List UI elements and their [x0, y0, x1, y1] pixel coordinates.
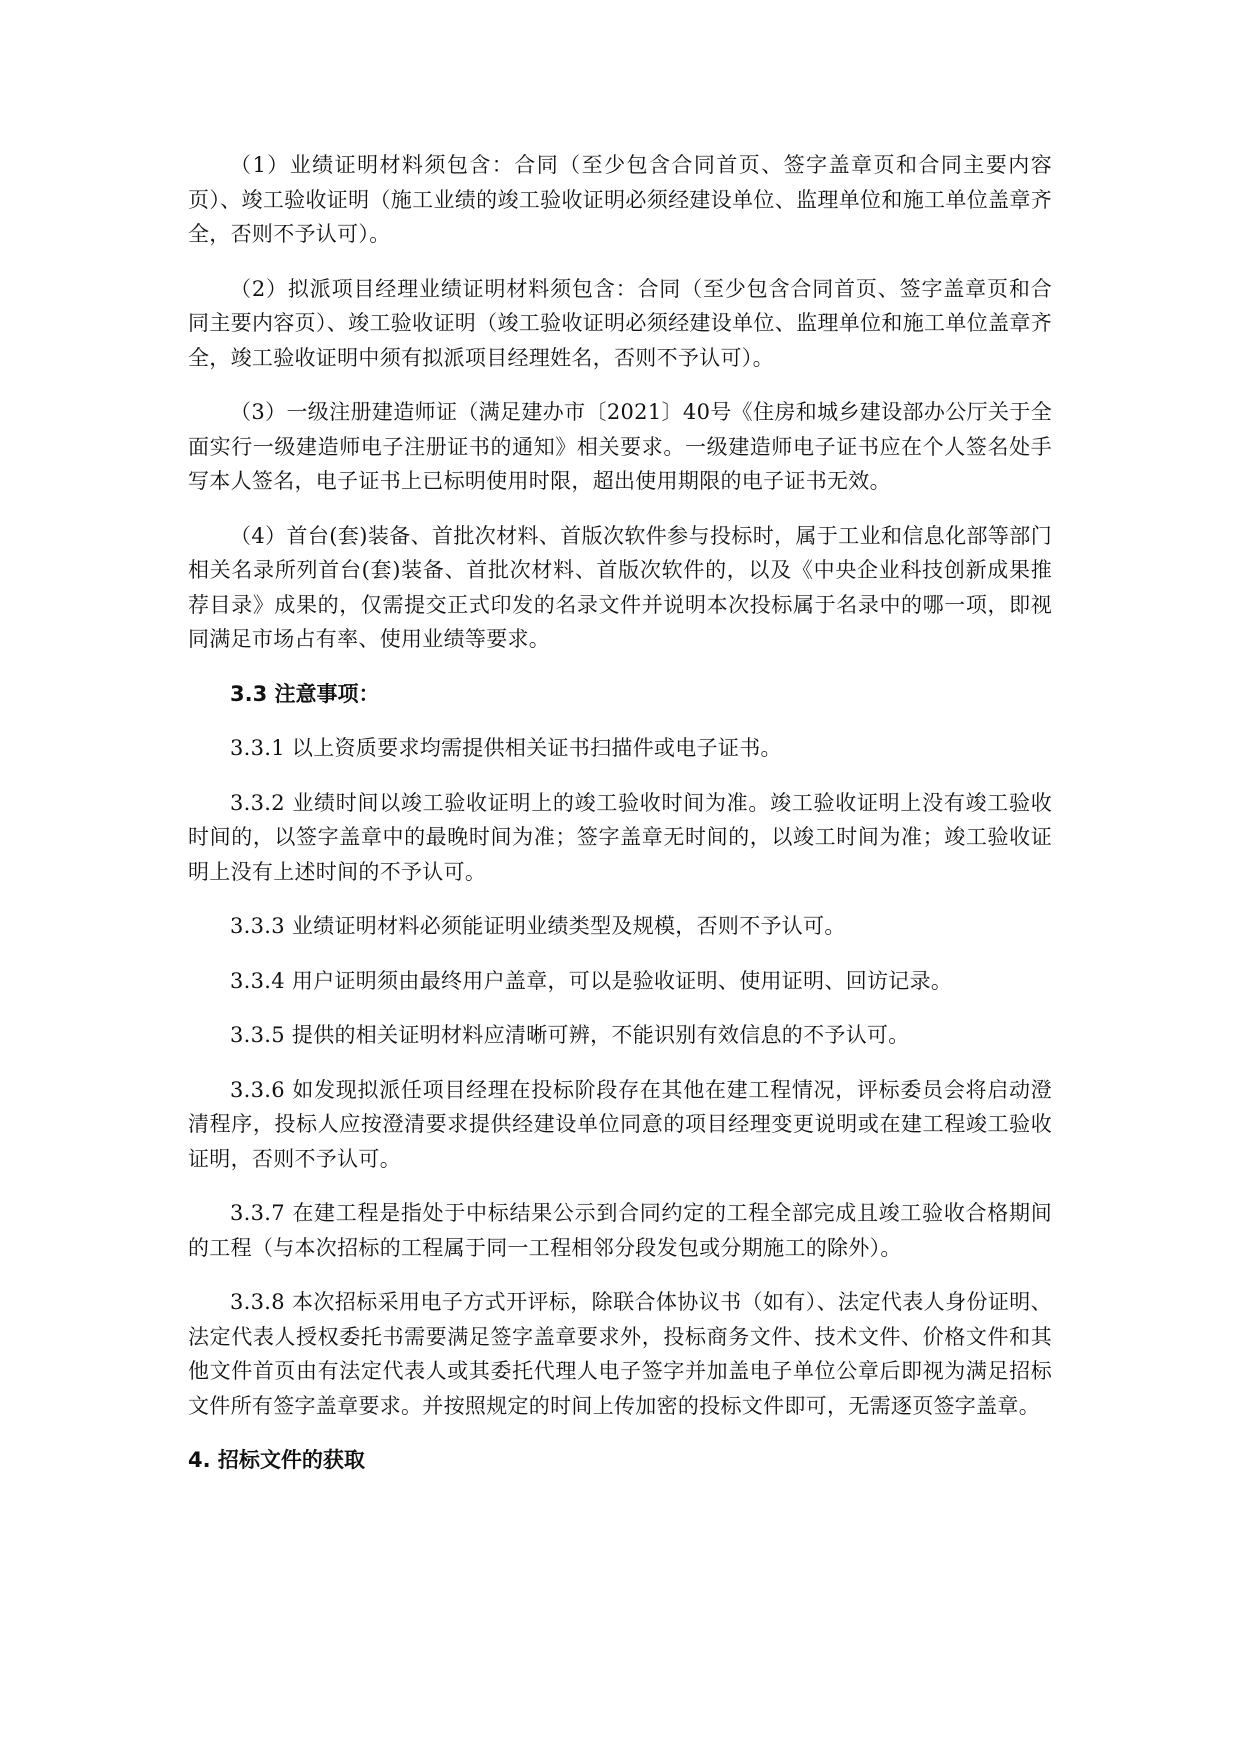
- document-page: [188, 148, 1052, 1478]
- note-3-3-3: 3.3.3 业绩证明材料必须能证明业绩类型及规模，否则不予认可。: [230, 914, 846, 938]
- requirement-1: （1）业绩证明材料须包含：合同（至少包含合同首页、签字盖章页和合同主要内容页）、竣工验收证明（施工业绩的竣工验收证明必须经建设单位、监理单位和施工单位盖章齐全，否则不予认可）。: [188, 153, 1052, 246]
- note-3-3-6: 3.3.6 如发现拟派任项目经理在投标阶段存在其他在建工程情况，评标委员会将启动澄清程序，投标人应按澄清要求提供经建设单位同意的项目经理变更说明或在建工程竣工验收证明，否则不予认可。: [188, 1077, 1052, 1171]
- note-3-3-1: 3.3.1 以上资质要求均需提供相关证书扫描件或电子证书。: [230, 736, 782, 760]
- requirement-3: （3）一级注册建造师证（满足建办市〔2021〕40号《住房和城乡建设部办公厅关于全面实行一级建造师电子注册证书的通知》相关要求。一级建造师电子证书应在个人签名处手写本人签名，电子证书上已标明使用时限，超出使用期限的电子证书无效。: [188, 400, 1052, 493]
- note-3-3-8: 3.3.8 本次招标采用电子方式开评标，除联合体协议书（如有）、法定代表人身份证明、法定代表人授权委托书需要满足签字盖章要求外，投标商务文件、技术文件、价格文件和其他文件首页由有法定代表人或其委托代理人电子签字并加盖电子单位公章后即视为满足招标文件所有签字盖章要求。并按照规定的时间上传加密的投标文件即可，无需逐页签字盖章。: [188, 1290, 1052, 1418]
- note-3-3-7: 3.3.7 在建工程是指处于中标结果公示到合同约定的工程全部完成且竣工验收合格期间的工程（与本次招标的工程属于同一工程相邻分段发包或分期施工的除外）。: [188, 1201, 1052, 1260]
- note-3-3-4: 3.3.4 用户证明须由最终用户盖章，可以是验收证明、使用证明、回访记录。: [230, 968, 953, 993]
- note-3-3-2: 3.3.2 业绩时间以竣工验收证明上的竣工验收时间为准。竣工验收证明上没有竣工验收时间的，以签字盖章中的最晚时间为准；签字盖章无时间的，以竣工时间为准；竣工验收证明上没有上述时间的不予认可。: [188, 790, 1052, 884]
- requirement-2: （2）拟派项目经理业绩证明材料须包含：合同（至少包含合同首页、签字盖章页和合同主要内容页）、竣工验收证明（竣工验收证明必须经建设单位、监理单位和施工单位盖章齐全，竣工验收证明中须有拟派项目经理姓名，否则不予认可）。: [188, 276, 1052, 370]
- note-3-3-5: 3.3.5 提供的相关证明材料应清晰可辨，不能识别有效信息的不予认可。: [230, 1023, 910, 1047]
- section-4-heading: 4. 招标文件的获取: [188, 1448, 365, 1472]
- requirement-4: （4）首台(套)装备、首批次材料、首版次软件参与投标时，属于工业和信息化部等部门相关名录所列首台(套)装备、首批次材料、首版次软件的，以及《中央企业科技创新成果推荐目录》成果的，仅需提交正式印发的名录文件并说明本次投标属于名录中的哪一项，即视同满足市场占有率、使用业绩等要求。: [188, 523, 1052, 651]
- section-3-3-heading: 3.3 注意事项：: [230, 681, 380, 706]
